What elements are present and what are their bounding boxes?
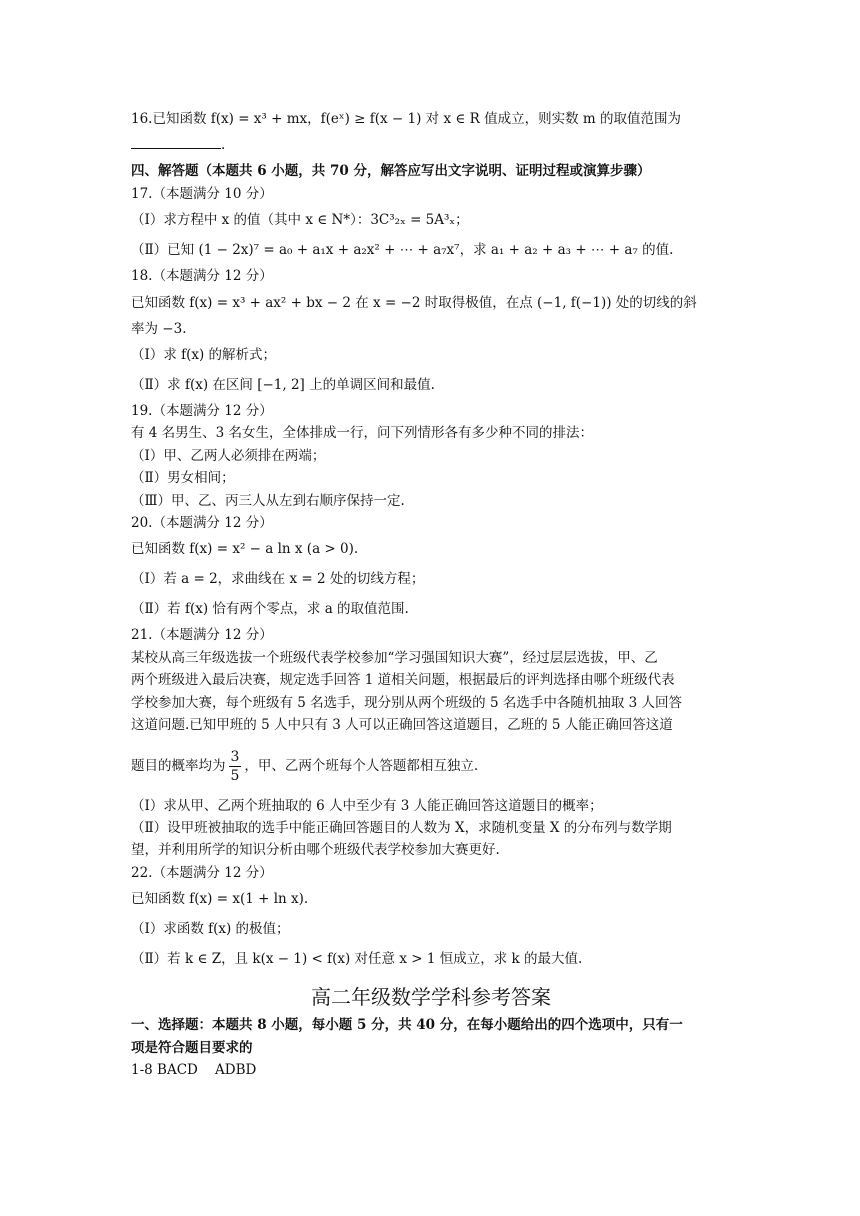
- q21-head: 21.（本题满分 12 分）: [131, 627, 273, 644]
- answers-key: 1-8 BACD ADBD: [131, 1061, 257, 1078]
- q18-stem-line2: 率为 −3.: [131, 320, 187, 337]
- q21-part2-line2: 望，并利用所学的知识分析由哪个班级代表学校参加大赛更好.: [131, 842, 500, 859]
- q20-part1: （Ⅰ）若 a = 2，求曲线在 x = 2 处的切线方程；: [131, 571, 425, 588]
- q18-part2: （Ⅱ）求 f(x) 在区间 [−1, 2] 上的单调区间和最值.: [131, 377, 435, 394]
- answers-title: 高二年级数学学科参考答案: [311, 985, 551, 1010]
- q21-part1: （Ⅰ）求从甲、乙两个班抽取的 6 人中至少有 3 人能正确回答这道题目的概率；: [131, 797, 603, 814]
- q17-part2: （Ⅱ）已知 (1 − 2x)⁷ = a₀ + a₁x + a₂x² + ⋯ + a₇x⁷，求 a₁ + a₂ + a₃ + ⋯ + a₇ 的值.: [131, 242, 674, 259]
- q20-head: 20.（本题满分 12 分）: [131, 515, 273, 532]
- fraction-denominator: 5: [230, 767, 240, 784]
- q21-line1: 某校从高三年级选拔一个班级代表学校参加“学习强国知识大赛”，经过层层选拔，甲、乙: [131, 649, 658, 666]
- fraction: [229, 748, 242, 785]
- q20-part2: （Ⅱ）若 f(x) 恰有两个零点，求 a 的取值范围.: [131, 601, 409, 618]
- q19-head: 19.（本题满分 12 分）: [131, 403, 273, 420]
- q18-stem-line1: 已知函数 f(x) = x³ + ax² + bx − 2 在 x = −2 时取得极值，在点 (−1, f(−1)) 处的切线的斜: [131, 294, 697, 311]
- document-content: [131, 104, 731, 1081]
- q21-line2: 两个班级进入最后决赛，规定选手回答 1 道相关问题，根据最后的评判选择由哪个班级代表: [131, 672, 675, 689]
- q19-part1: （Ⅰ）甲、乙两人必须排在两端；: [131, 447, 326, 464]
- q19-part3: （Ⅲ）甲、乙、丙三人从左到右顺序保持一定.: [131, 492, 405, 509]
- q18-part1: （Ⅰ）求 f(x) 的解析式；: [131, 347, 277, 364]
- answer-blank: [131, 136, 221, 149]
- q18-head: 18.（本题满分 12 分）: [131, 268, 273, 285]
- q16-line2: .: [131, 134, 731, 156]
- q16-line1: 16.已知函数 f(x) = x³ + mx，f(eˣ) ≥ f(x − 1) 对 x ∈ R 值成立，则实数 m 的取值范围为: [131, 111, 682, 127]
- q22-head: 22.（本题满分 12 分）: [131, 864, 273, 881]
- q21-line5: 题目的概率均为 $\frac{3}{5}$ ，甲、乙两个班每个人答题都相互独立.: [131, 748, 479, 784]
- fraction-numerator: 3: [230, 748, 240, 765]
- q21-part2-line1: （Ⅱ）设甲班被抽取的选手中能正确回答题目的人数为 X，求随机变量 X 的分布列与数学期: [131, 819, 672, 836]
- q21-line3: 学校参加大赛，每个班级有 5 名选手，现分别从两个班级的 5 名选手中各随机抽取 3 人回答: [131, 694, 683, 711]
- q19-part2: （Ⅱ）男女相间；: [131, 470, 235, 487]
- q17-head: 17.（本题满分 10 分）: [131, 185, 273, 202]
- q22-stem: 已知函数 f(x) = x(1 + ln x).: [131, 891, 309, 908]
- answers-section1-line1: 一、选择题：本题共 8 小题，每小题 5 分，共 40 分，在每小题给出的四个选项中，只有一: [131, 1017, 683, 1034]
- q19-stem: 有 4 名男生、3 名女生，全体排成一行，问下列情形各有多少种不同的排法：: [131, 425, 594, 442]
- q17-part1: （Ⅰ）求方程中 x 的值（其中 x ∈ N*）：3C³₂ₓ = 5A³ₓ；: [131, 212, 469, 229]
- q21-line4: 这道问题.已知甲班的 5 人中只有 3 人可以正确回答这道题目，乙班的 5 人能正确回答这道: [131, 717, 673, 734]
- q22-part2: （Ⅱ）若 k ∈ Z，且 k(x − 1) < f(x) 对任意 x > 1 恒成立，求 k 的最大值.: [131, 951, 583, 968]
- q20-stem: 已知函数 f(x) = x² − a ln x (a > 0).: [131, 541, 359, 558]
- section4-heading: 四、解答题（本题共 6 小题，共 70 分，解答应写出文字说明、证明过程或演算步骤）: [131, 163, 651, 180]
- answers-section1-line2: 项是符合题目要求的: [131, 1039, 253, 1056]
- q22-part1: （Ⅰ）求函数 f(x) 的极值；: [131, 921, 290, 938]
